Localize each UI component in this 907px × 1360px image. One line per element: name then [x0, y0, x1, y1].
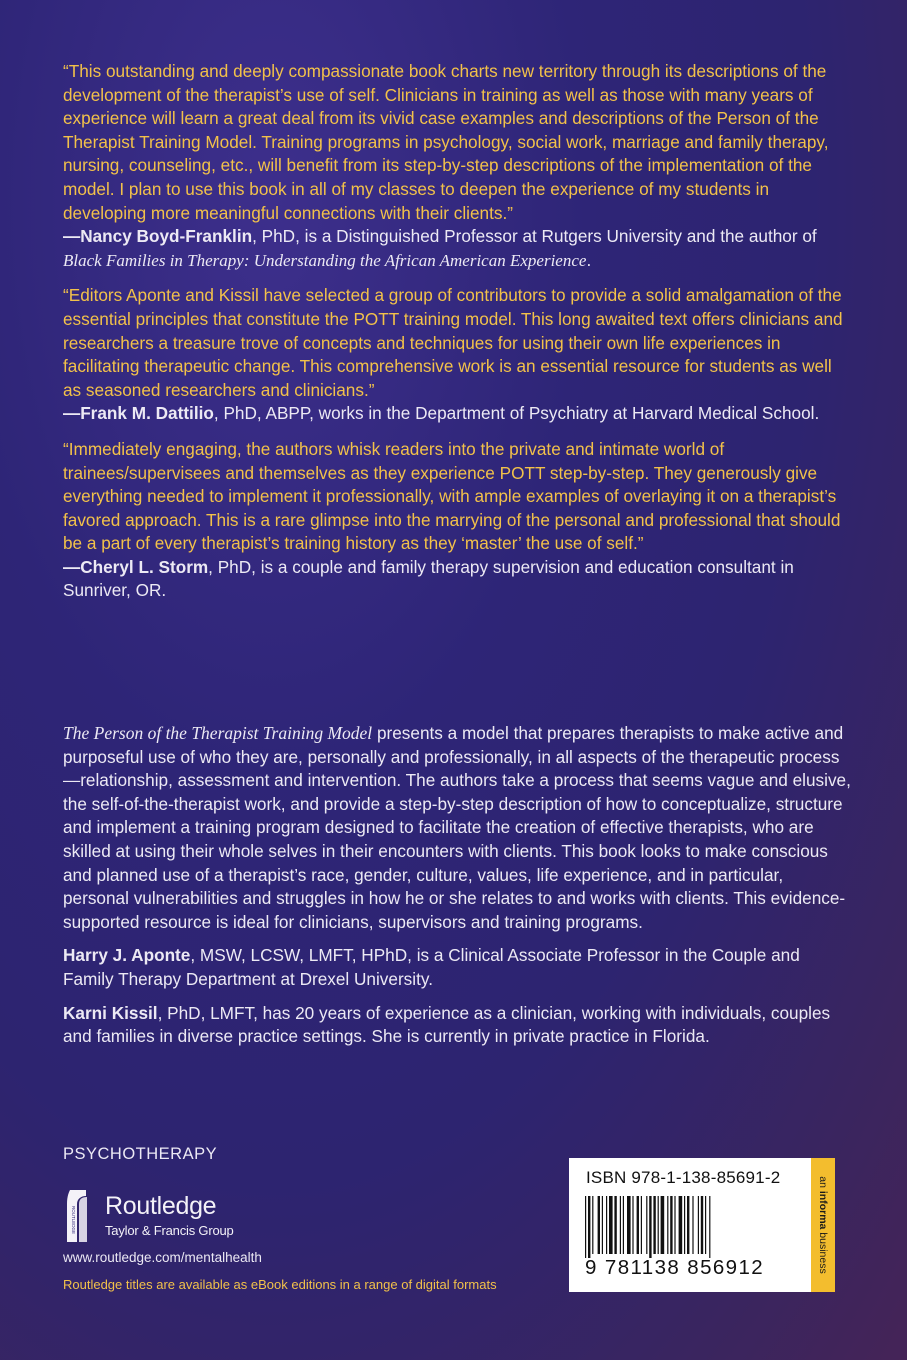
barcode-bar: [705, 1196, 706, 1254]
endorsement-quote: “Immediately engaging, the authors whisk readers into the private and intimate world of trainees/supervisees and themselves as they experience POTT step-by-step. They generously give everything needed to implement it professionally, with ample examples of overlaying it on a therapist’s favored approach. This is a rare glimpse into the marrying of the personal and professional that should be a part of every therapist’s training history as they ‘master’ the use of self.”: [63, 438, 841, 554]
endorsements: [63, 60, 853, 615]
endorsement-attribution: —Nancy Boyd-Franklin, PhD, is a Distinguished Professor at Rutgers University and the author of Black Families in Therapy: Understanding the African American Experience.: [63, 226, 817, 270]
barcode-bar: [637, 1196, 639, 1254]
barcode-bar: [588, 1196, 590, 1258]
barcode-bar: [602, 1196, 603, 1254]
barcode-bar: [620, 1196, 621, 1254]
isbn-barcode-box: [569, 1158, 811, 1292]
barcode-bar: [598, 1196, 600, 1254]
endorsement-attribution: —Frank M. Dattilio, PhD, ABPP, works in the Department of Psychiatry at Harvard Medical School.: [63, 403, 820, 424]
barcode-bar: [646, 1196, 647, 1254]
barcode-bar: [684, 1196, 685, 1254]
barcode-bar: [649, 1196, 651, 1258]
publisher-name: Routledge: [105, 1192, 217, 1220]
barcode-bar: [674, 1196, 675, 1254]
category-label: PSYCHOTHERAPY: [63, 1145, 218, 1163]
book-description-block: [63, 722, 853, 1059]
barcode-bar: [687, 1196, 689, 1254]
barcode-bar: [606, 1196, 607, 1254]
book-description: The Person of the Therapist Training Model presents a model that prepares therapists to make active and purposeful use of who they are, personally and professionally, in all aspects of the therapeutic process—relationship, assessment and intervention. The authors take a process that seems vague and elusive, the self-of-the-therapist work, and provide a step-by-step description of how to conceptualize, structure and implement a training program designed to facilitate the creation of effective therapists, who are skilled at using their whole selves in their encounters with clients. This book looks to make conscious and planned use of a therapist’s race, gender, culture, values, life experience, and in particular, personal vulnerabilities and struggles in how he or she relates to and works with clients. This evidence-supported resource is ideal for clinicians, supervisors and training programs.: [63, 723, 851, 932]
endorsement-quote: “Editors Aponte and Kissil have selected a group of contributors to provide a solid amalgamation of the essential principles that constitute the POTT training model. This long awaited text offers clinicians and researchers a treasure trove of concepts and techniques for using their own life experiences in facilitating therapeutic change. This comprehensive work is an essential resource for students as well as seasoned researchers and clinicians.”: [63, 285, 843, 400]
informa-tagline: an informa business: [817, 1176, 829, 1274]
author-name: Harry J. Aponte: [63, 945, 191, 966]
endorsement-attribution: —Cheryl L. Storm, PhD, is a couple and family therapy supervision and education consultant in Sunriver, OR.: [63, 556, 794, 601]
logo-letters: ROUTLEDGE: [71, 1206, 76, 1235]
book-title: Black Families in Therapy: Understanding the African American Experience: [63, 250, 587, 270]
isbn-label: ISBN 978-1-138-85691-2: [586, 1168, 781, 1187]
barcode-bar: [641, 1196, 642, 1254]
barcode-bar: [698, 1196, 699, 1254]
author-bio: Harry J. Aponte, MSW, LCSW, LMFT, HPhD, is a Clinical Associate Professor in the Couple and Family Therapy Department at Drexel University.: [63, 945, 800, 989]
ebook-note: Routledge titles are available as eBook editions in a range of digital formats: [63, 1277, 497, 1292]
barcode-bar: [661, 1196, 665, 1254]
barcode-bar: [614, 1196, 616, 1254]
publisher-url[interactable]: www.routledge.com/mentalhealth: [63, 1250, 262, 1265]
barcode-bar: [609, 1196, 613, 1254]
barcode-digits: 9 781138 856912: [585, 1256, 765, 1279]
publisher-logo: [63, 1190, 263, 1242]
barcode-bar: [623, 1196, 624, 1254]
publisher-subtitle: Taylor & Francis Group: [105, 1223, 234, 1238]
barcode-bar: [627, 1196, 631, 1254]
routledge-tower-icon: [63, 1190, 93, 1242]
endorser-name: —Nancy Boyd-Franklin: [63, 226, 253, 247]
barcode-bar: [632, 1196, 633, 1254]
endorser-name: —Cheryl L. Storm: [63, 556, 209, 577]
barcode: [584, 1196, 794, 1258]
barcode-bar: [709, 1196, 710, 1258]
barcode-bar: [701, 1196, 703, 1254]
endorsement-quote: “This outstanding and deeply compassionate book charts new territory through its descriptions of the development of the therapist’s use of self. Clinicians in training as well as those with many years of experience will learn a great deal from its vivid case examples and descriptions of the Person of the Therapist Training Model. Training programs in psychology, social work, marriage and family therapy, nursing, counseling, etc., will benefit from its step-by-step descriptions of the implementation of the model. I plan to use this book in all of my classes to deepen the experience of my students in developing more meaningful connections with their clients.”: [63, 61, 829, 223]
barcode-bar: [653, 1196, 655, 1254]
author-bio: Karni Kissil, PhD, LMFT, has 20 years of experience as a clinician, working with individuals, couples and families in diverse practice settings. She is currently in private practice in Florida.: [63, 1002, 831, 1047]
informa-strip: [811, 1158, 835, 1292]
barcode-bar: [667, 1196, 668, 1254]
barcode-bar: [585, 1196, 586, 1258]
barcode-bar: [670, 1196, 672, 1254]
barcode-bar: [592, 1196, 593, 1254]
barcode-bar: [658, 1196, 659, 1254]
endorser-name: —Frank M. Dattilio: [63, 403, 214, 424]
author-name: Karni Kissil: [63, 1002, 158, 1023]
description-title: The Person of the Therapist Training Model: [63, 723, 373, 743]
barcode-bar: [692, 1196, 693, 1254]
barcode-bar: [679, 1196, 683, 1254]
